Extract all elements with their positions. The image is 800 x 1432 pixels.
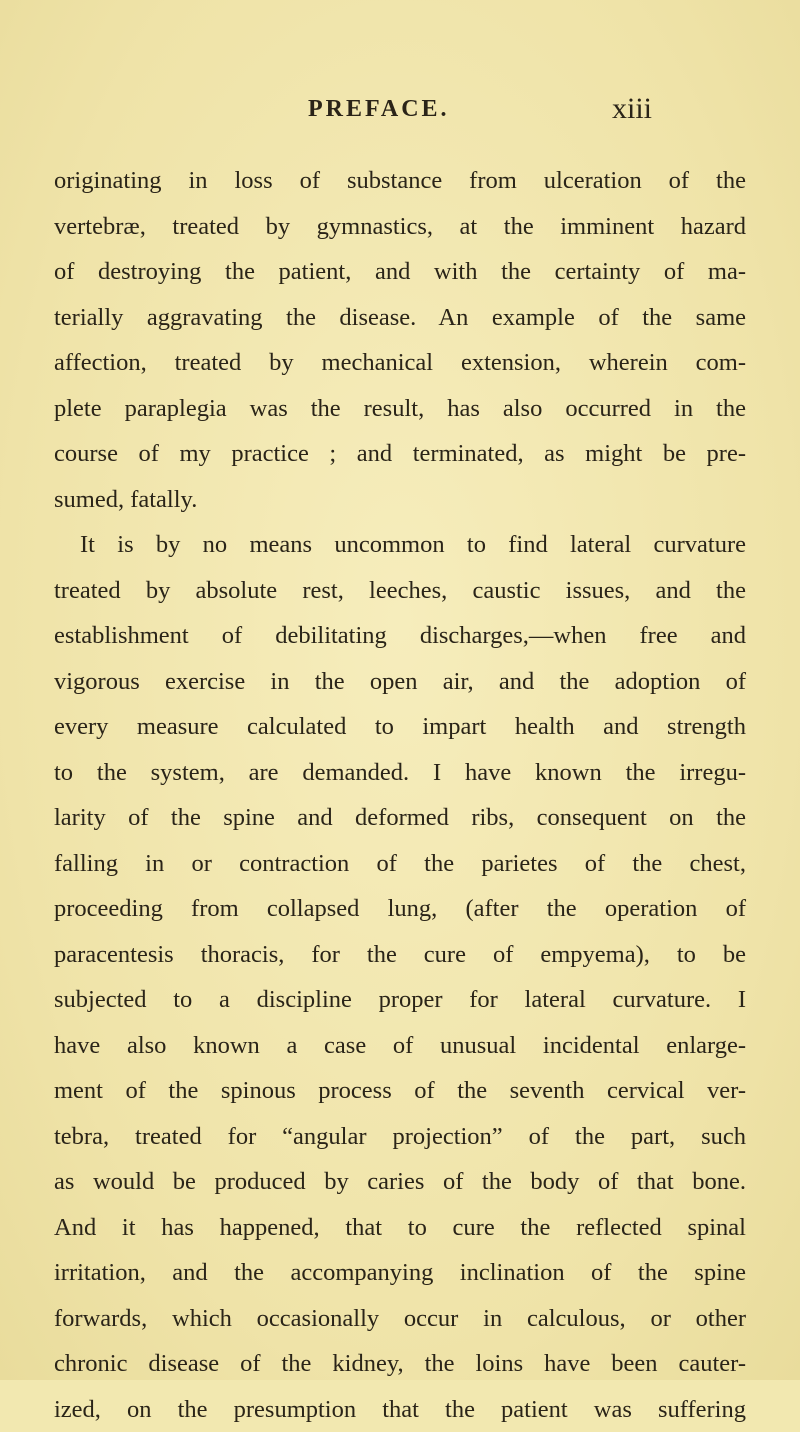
text-line: sumed, fatally. — [54, 477, 746, 523]
text-line: originating in loss of substance from ulceration of the — [54, 158, 746, 204]
text-line: have also known a case of unusual incidental enlarge- — [54, 1023, 746, 1069]
running-head — [0, 96, 800, 136]
text-line: falling in or contraction of the parietes of the chest, — [54, 841, 746, 887]
text-line: irritation, and the accompanying inclination of the spine — [54, 1250, 746, 1296]
text-line: subjected to a discipline proper for lateral curvature. I — [54, 977, 746, 1023]
text-line: plete paraplegia was the result, has also occurred in the — [54, 386, 746, 432]
text-line: vertebræ, treated by gymnastics, at the imminent hazard — [54, 204, 746, 250]
text-line: proceeding from collapsed lung, (after the operation of — [54, 886, 746, 932]
text-line: forwards, which occasionally occur in calculous, or other — [54, 1296, 746, 1342]
text-line: establishment of debilitating discharges,—when free and — [54, 613, 746, 659]
running-head-title: PREFACE. — [308, 96, 450, 123]
text-line: vigorous exercise in the open air, and the adoption of — [54, 659, 746, 705]
text-line: And it has happened, that to cure the reflected spinal — [54, 1205, 746, 1251]
text-line: course of my practice ; and terminated, as might be pre- — [54, 431, 746, 477]
text-line: larity of the spine and deformed ribs, consequent on the — [54, 795, 746, 841]
text-line: ized, on the presumption that the patient was suffering — [54, 1387, 746, 1432]
text-line: treated by absolute rest, leeches, caustic issues, and the — [54, 568, 746, 614]
text-line: chronic disease of the kidney, the loins have been cauter- — [54, 1341, 746, 1387]
body-text — [54, 158, 746, 1432]
text-line: to the system, are demanded. I have known the irregu- — [54, 750, 746, 796]
text-line: terially aggravating the disease. An example of the same — [54, 295, 746, 341]
paragraph-first-line: It is by no means uncommon to find lateral curvature — [54, 522, 746, 568]
page-number: xiii — [612, 92, 652, 126]
text-line: affection, treated by mechanical extension, wherein com- — [54, 340, 746, 386]
text-line: ment of the spinous process of the seventh cervical ver- — [54, 1068, 746, 1114]
text-line: tebra, treated for “angular projection” of the part, such — [54, 1114, 746, 1160]
text-line: as would be produced by caries of the body of that bone. — [54, 1159, 746, 1205]
text-line: every measure calculated to impart health and strength — [54, 704, 746, 750]
text-line: of destroying the patient, and with the certainty of ma- — [54, 249, 746, 295]
text-line: paracentesis thoracis, for the cure of empyema), to be — [54, 932, 746, 978]
